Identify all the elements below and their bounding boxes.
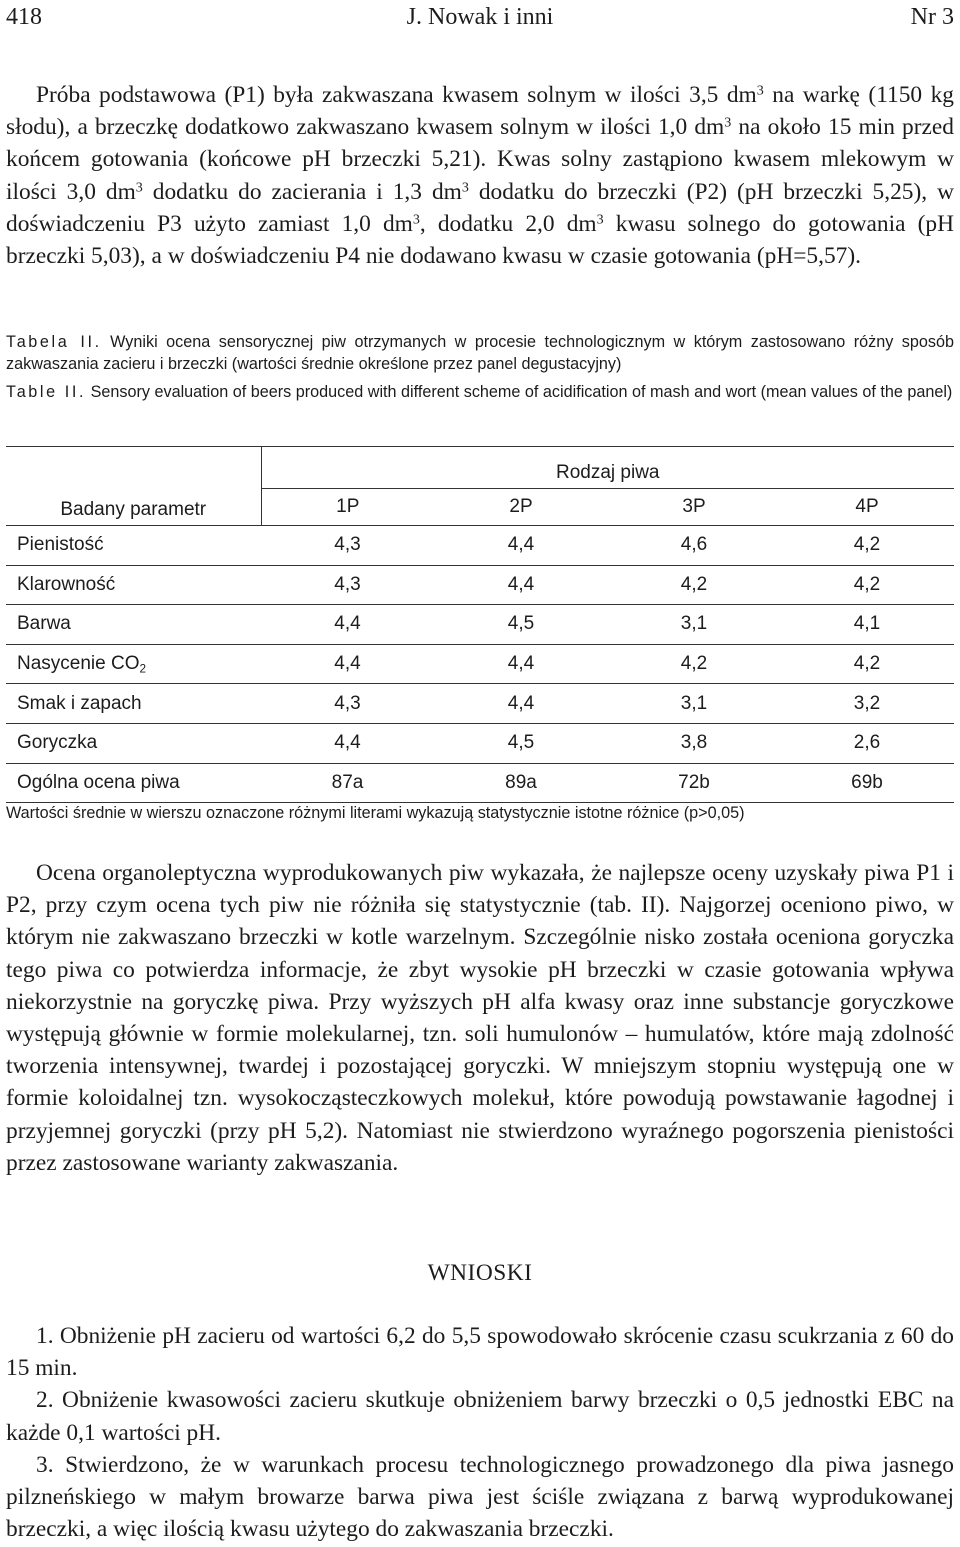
intro-text-5: dodatku do brzeczki (P2) (pH brzeczki 5,25), w doświadczeniu P3 użyto zamiast 1,0 dm <box>6 178 955 237</box>
row-label-text: Pienistość <box>17 534 104 556</box>
table-cell: 4,2 <box>780 644 954 684</box>
intro-paragraph-block <box>6 79 954 272</box>
table-cell: 4,4 <box>434 684 608 724</box>
column-header-4p: 4P <box>780 489 954 526</box>
caption-label: Tabela II. <box>6 333 102 351</box>
superscript: 3 <box>412 211 420 228</box>
intro-text-2: na warkę (1150 kg słodu), a brzeczkę dodatkowo zakwaszano kwasem solnym w ilości 1,0 dm <box>6 82 954 141</box>
superscript: 3 <box>724 114 732 131</box>
table-row <box>6 565 954 605</box>
table-cell: 4,5 <box>434 605 608 645</box>
caption-polish <box>6 331 954 375</box>
table-row <box>6 605 954 645</box>
table-cell: 4,4 <box>434 565 608 605</box>
row-label-text: Barwa <box>17 613 71 635</box>
column-header-1p: 1P <box>261 489 434 526</box>
intro-text-7: kwasu solnego do gotowania (pH brzeczki 5,03), a w doświadczeniu P4 nie dodawano kwasu w czasie gotowania (pH=5,57). <box>6 210 954 270</box>
table-cell: 4,4 <box>434 526 608 566</box>
table-row <box>6 644 954 684</box>
table-body <box>6 526 954 803</box>
row-label <box>6 644 261 684</box>
intro-paragraph <box>6 79 954 272</box>
row-label-text: Nasycenie CO <box>17 653 140 675</box>
conclusion-item: 1. Obniżenie pH zacieru od wartości 6,2 do 5,5 spowodowało skrócenie czasu scukrzania z 60 do 15 min. <box>6 1323 954 1382</box>
table-row <box>6 684 954 724</box>
table-cell: 89a <box>434 763 608 803</box>
conclusion-item: 2. Obniżenie kwasowości zacieru skutkuje obniżeniem barwy brzeczki o 0,5 jednostki EBC na każde 0,1 wartości pH. <box>6 1387 954 1446</box>
intro-text-1: Próba podstawowa (P1) była zakwaszana kwasem solnym w ilości 3,5 dm <box>36 82 757 108</box>
table-cell: 3,8 <box>608 723 780 763</box>
superscript: 3 <box>756 82 764 99</box>
table-note: Wartości średnie w wierszu oznaczone różnymi literami wykazują statystycznie istotne różnice (p>0,05) <box>6 804 745 822</box>
intro-text-4: dodatku do zacierania i 1,3 dm <box>142 178 462 205</box>
group-header: Rodzaj piwa <box>556 462 660 483</box>
row-label <box>6 684 261 724</box>
table-cell: 3,1 <box>608 684 780 724</box>
caption-text: Sensory evaluation of beers produced with different scheme of acidification of mash and wort (mean values of the panel) <box>86 383 953 402</box>
table-head <box>6 447 954 526</box>
row-label <box>6 526 261 566</box>
param-header: Badany parametr <box>6 447 261 526</box>
table-cell: 4,4 <box>434 644 608 684</box>
issue-number: Nr 3 <box>910 4 954 30</box>
table-cell: 4,2 <box>780 565 954 605</box>
table-row <box>6 526 954 566</box>
superscript: 3 <box>135 178 143 195</box>
subscript: 2 <box>139 662 147 676</box>
page-number: 418 <box>6 4 42 30</box>
caption-text: Wyniki ocena sensorycznej piw otrzymanych w procesie technologicznym w którym zastosowano różny sposób zakwaszania zacieru i brzeczki (wartości średnie określone przez panel degustacyjny) <box>6 333 954 374</box>
table-cell: 4,3 <box>261 526 434 566</box>
section-title: WNIOSKI <box>427 1260 533 1286</box>
table-cell: 72b <box>608 763 780 803</box>
table-caption <box>6 331 954 404</box>
conclusion-item: 3. Stwierdzono, że w warunkach procesu technologicznego prowadzonego dla piwa jasnego pilzneńskiego w małym browarze barwa piwa jest ściśle związana z barwą wyprodukowanej brzeczki, a więc ilością kwasu użytego do zakwaszania brzeczki. <box>6 1451 954 1543</box>
conclusions-list <box>6 1320 954 1545</box>
table-cell: 4,2 <box>608 644 780 684</box>
running-title: J. Nowak i inni <box>406 4 554 30</box>
table-row <box>6 723 954 763</box>
row-label <box>6 723 261 763</box>
table-cell: 3,1 <box>608 605 780 645</box>
discussion-paragraph: Ocena organoleptyczna wyprodukowanych piw wykazała, że najlepsze oceny uzyskały piwa P1 i P2, przy czym ocena tych piw nie różniła się statystycznie (tab. II). Najgorzej oceniono piwo, w którym nie zakwaszano brzeczki w kotle warzelnym. Szczególnie nisko została oceniona goryczka tego piwa co potwierdza informacje, że zbyt wysokie pH brzeczki w czasie gotowania wpływa niekorzystnie na goryczkę piwa. Przy wyższych pH alfa kwasy oraz inne substancje goryczkowe występują głównie w formie molekularnej, tzn. soli humulonów – humulatów, które mają zdolność tworzenia intensywnej, twardej i pozostającej goryczki. W mniejszym stopniu występują one w formie koloidalnej tzn. wysokocząsteczkowych molekuł, które powodują powstawanie łagodnej i przyjemnej goryczki (przy pH 5,2). Natomiast nie stwierdzono wyraźnego pogorszenia pienistości przez zastosowane warianty zakwaszania. <box>6 860 954 1176</box>
table-cell: 69b <box>780 763 954 803</box>
table-cell: 4,4 <box>261 644 434 684</box>
caption-english <box>6 381 954 403</box>
table-cell: 4,6 <box>608 526 780 566</box>
column-header-3p: 3P <box>608 489 780 526</box>
table-cell: 4,2 <box>780 526 954 566</box>
table-cell: 4,3 <box>261 565 434 605</box>
table-cell: 2,6 <box>780 723 954 763</box>
table-cell: 4,4 <box>261 605 434 645</box>
column-header-2p: 2P <box>434 489 608 526</box>
superscript: 3 <box>596 211 604 228</box>
row-label-text: Smak i zapach <box>17 692 142 714</box>
table-cell: 4,1 <box>780 605 954 645</box>
table-cell: 87a <box>261 763 434 803</box>
caption-label: Table II. <box>6 383 87 402</box>
row-label <box>6 763 261 803</box>
row-label-text: Ogólna ocena piwa <box>17 771 180 793</box>
row-label <box>6 565 261 605</box>
running-header <box>6 2 954 36</box>
superscript: 3 <box>461 178 469 195</box>
intro-text-3: na około 15 min przed końcem gotowania (końcowe pH brzeczki 5,21). Kwas solny zastąpiono kwasem mlekowym w ilości 3,0 dm <box>6 114 954 205</box>
table-cell: 4,4 <box>261 723 434 763</box>
row-label <box>6 605 261 645</box>
row-label-text: Klarowność <box>17 573 116 595</box>
table-cell: 4,3 <box>261 684 434 724</box>
table-cell: 4,5 <box>434 723 608 763</box>
table-cell: 3,2 <box>780 684 954 724</box>
table-row <box>6 763 954 803</box>
intro-text-6: , dodatku 2,0 dm <box>419 210 597 237</box>
table-cell: 4,2 <box>608 565 780 605</box>
sensory-table <box>6 446 954 803</box>
row-label-text: Goryczka <box>17 732 98 754</box>
discussion-block <box>6 857 954 1179</box>
